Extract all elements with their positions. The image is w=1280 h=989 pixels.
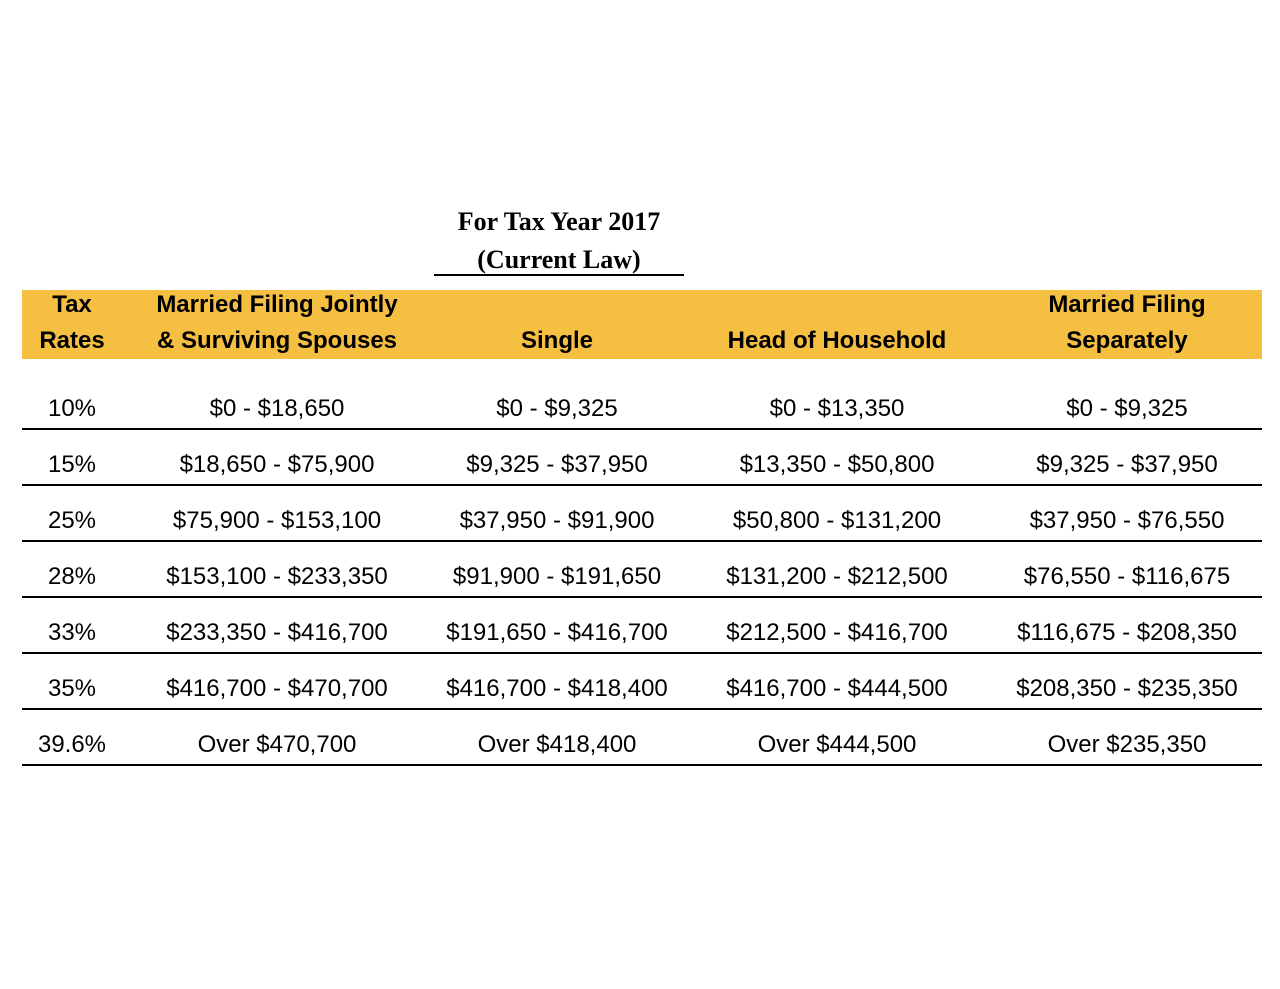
cell-married-jointly: $75,900 - $153,100 bbox=[172, 507, 382, 534]
cell-rate: 39.6% bbox=[37, 731, 107, 758]
cell-head-of-household: $212,500 - $416,700 bbox=[726, 619, 948, 646]
cell-married-separately: $9,325 - $37,950 bbox=[1036, 451, 1218, 478]
cell-single: $416,700 - $418,400 bbox=[446, 675, 668, 702]
cell-single: $0 - $9,325 bbox=[496, 395, 618, 422]
title-line-1: For Tax Year 2017 bbox=[457, 207, 661, 236]
cell-married-jointly: $0 - $18,650 bbox=[209, 395, 345, 422]
cell-rate: 28% bbox=[47, 563, 97, 590]
table-row bbox=[22, 430, 1262, 486]
header-tax-rates: Tax Rates bbox=[39, 291, 105, 354]
cell-married-separately: $0 - $9,325 bbox=[1066, 395, 1188, 422]
cell-head-of-household: $131,200 - $212,500 bbox=[726, 563, 948, 590]
cell-single: Over $418,400 bbox=[477, 731, 637, 758]
cell-married-separately: $76,550 - $116,675 bbox=[1023, 563, 1231, 590]
cell-married-separately: $37,950 - $76,550 bbox=[1029, 507, 1225, 534]
cell-married-separately: $208,350 - $235,350 bbox=[1016, 675, 1238, 702]
title-line-2: (Current Law) bbox=[477, 245, 641, 274]
table-row bbox=[22, 654, 1262, 710]
cell-married-jointly: $416,700 - $470,700 bbox=[166, 675, 388, 702]
table-row bbox=[22, 598, 1262, 654]
cell-single: $191,650 - $416,700 bbox=[446, 619, 668, 646]
cell-married-separately: Over $235,350 bbox=[1047, 731, 1207, 758]
table-row bbox=[22, 542, 1262, 598]
table-row bbox=[22, 710, 1262, 766]
cell-married-jointly: $18,650 - $75,900 bbox=[179, 451, 375, 478]
table-row bbox=[22, 486, 1262, 542]
cell-head-of-household: $50,800 - $131,200 bbox=[732, 507, 942, 534]
header-head-of-household: Head of Household bbox=[727, 327, 947, 354]
cell-rate: 35% bbox=[47, 675, 97, 702]
table-title bbox=[434, 203, 684, 276]
cell-head-of-household: $416,700 - $444,500 bbox=[726, 675, 948, 702]
cell-rate: 15% bbox=[47, 451, 97, 478]
cell-head-of-household: $0 - $13,350 bbox=[769, 395, 905, 422]
cell-single: $37,950 - $91,900 bbox=[459, 507, 655, 534]
cell-married-jointly: $153,100 - $233,350 bbox=[166, 563, 388, 590]
header-married-filing-separately: Married Filing Separately bbox=[1048, 291, 1206, 354]
header-single: Single bbox=[520, 327, 593, 354]
cell-rate: 33% bbox=[47, 619, 97, 646]
table-row bbox=[22, 374, 1262, 430]
cell-married-jointly: Over $470,700 bbox=[197, 731, 357, 758]
cell-head-of-household: $13,350 - $50,800 bbox=[739, 451, 935, 478]
cell-rate: 25% bbox=[47, 507, 97, 534]
cell-rate: 10% bbox=[47, 395, 97, 422]
bracket-table-body bbox=[22, 374, 1262, 766]
cell-married-separately: $116,675 - $208,350 bbox=[1017, 619, 1237, 646]
cell-single: $9,325 - $37,950 bbox=[466, 451, 648, 478]
cell-married-jointly: $233,350 - $416,700 bbox=[166, 619, 388, 646]
cell-head-of-household: Over $444,500 bbox=[757, 731, 917, 758]
header-row bbox=[22, 290, 1262, 359]
cell-single: $91,900 - $191,650 bbox=[452, 563, 662, 590]
header-married-filing-jointly: Married Filing Jointly & Surviving Spouses bbox=[156, 291, 398, 354]
